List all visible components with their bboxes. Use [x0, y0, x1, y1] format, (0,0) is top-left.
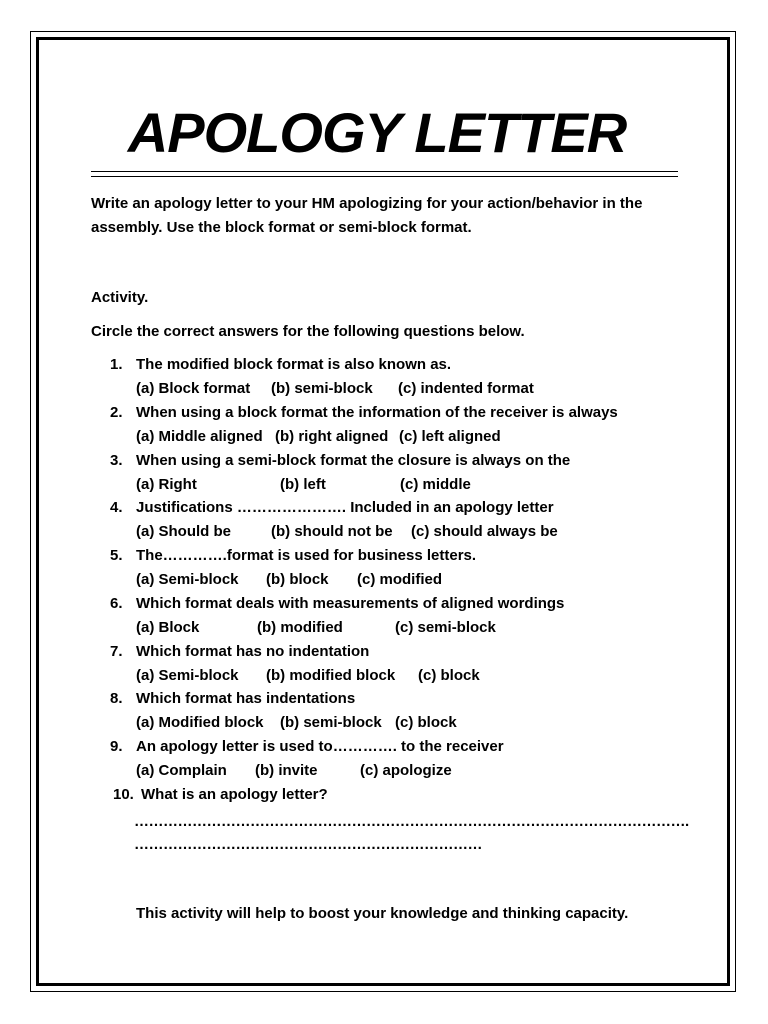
- option-c: (c) block: [418, 667, 480, 684]
- option-c: (c) modified: [357, 571, 442, 588]
- option-c: (c) middle: [400, 476, 471, 493]
- title-underline-top: [91, 171, 678, 172]
- question-text: When using a block format the information of the receiver is always: [136, 404, 618, 421]
- question-number: 10.: [113, 786, 134, 803]
- question-text: Justifications …………………. Included in an apology letter: [136, 499, 554, 516]
- option-b: (b) modified: [257, 619, 343, 636]
- option-a: (a) Semi-block: [136, 571, 239, 588]
- option-a: (a) Middle aligned: [136, 428, 263, 445]
- page-title: APOLOGY LETTER: [127, 101, 627, 164]
- answer-line: …………………………………………………………………………………………………….: [134, 813, 689, 830]
- option-a: (a) Block format: [136, 380, 251, 397]
- question-text: When using a semi-block format the closure is always on the: [136, 452, 571, 469]
- question-text: An apology letter is used to…………. to the receiver: [136, 738, 504, 755]
- question-number: 3.: [110, 452, 123, 469]
- option-c: (c) block: [395, 714, 457, 731]
- option-a: (a) Right: [136, 476, 197, 493]
- question-number: 9.: [110, 738, 123, 755]
- option-b: (b) left: [280, 476, 326, 493]
- option-c: (c) apologize: [360, 762, 452, 779]
- option-b: (b) semi-block: [271, 380, 373, 397]
- question-number: 4.: [110, 499, 123, 516]
- option-a: (a) Should be: [136, 523, 231, 540]
- option-c: (c) indented format: [398, 380, 534, 397]
- instruction-text: Circle the correct answers for the following questions below.: [91, 323, 525, 340]
- question-text: Which format deals with measurements of aligned wordings: [136, 595, 565, 612]
- closing-note: This activity will help to boost your knowledge and thinking capacity.: [136, 905, 629, 922]
- option-b: (b) invite: [255, 762, 318, 779]
- title-underline-bottom: [91, 176, 678, 177]
- question-text: What is an apology letter?: [141, 786, 328, 803]
- option-a: (a) Block: [136, 619, 200, 636]
- intro-paragraph: Write an apology letter to your HM apologizing for your action/behavior in the assembly. Use the block format or semi-block format.: [91, 195, 643, 236]
- option-a: (a) Semi-block: [136, 667, 239, 684]
- question-number: 5.: [110, 547, 123, 564]
- question-number: 2.: [110, 404, 123, 421]
- question-number: 6.: [110, 595, 123, 612]
- option-b: (b) should not be: [271, 523, 393, 540]
- question-number: 1.: [110, 356, 123, 373]
- answer-line: ………………………………………………………………: [134, 836, 482, 853]
- option-a: (a) Modified block: [136, 714, 264, 731]
- option-b: (b) modified block: [266, 667, 396, 684]
- activity-label: Activity.: [91, 289, 149, 306]
- question-text: Which format has no indentation: [136, 643, 370, 660]
- option-c: (c) left aligned: [399, 428, 501, 445]
- option-b: (b) right aligned: [275, 428, 389, 445]
- option-c: (c) semi-block: [395, 619, 496, 636]
- option-b: (b) block: [266, 571, 329, 588]
- option-b: (b) semi-block: [280, 714, 382, 731]
- question-text: Which format has indentations: [136, 690, 356, 707]
- option-c: (c) should always be: [411, 523, 558, 540]
- question-number: 8.: [110, 690, 123, 707]
- question-text: The modified block format is also known as.: [136, 356, 452, 373]
- option-a: (a) Complain: [136, 762, 227, 779]
- question-number: 7.: [110, 643, 123, 660]
- question-text: The………….format is used for business letters.: [136, 547, 477, 564]
